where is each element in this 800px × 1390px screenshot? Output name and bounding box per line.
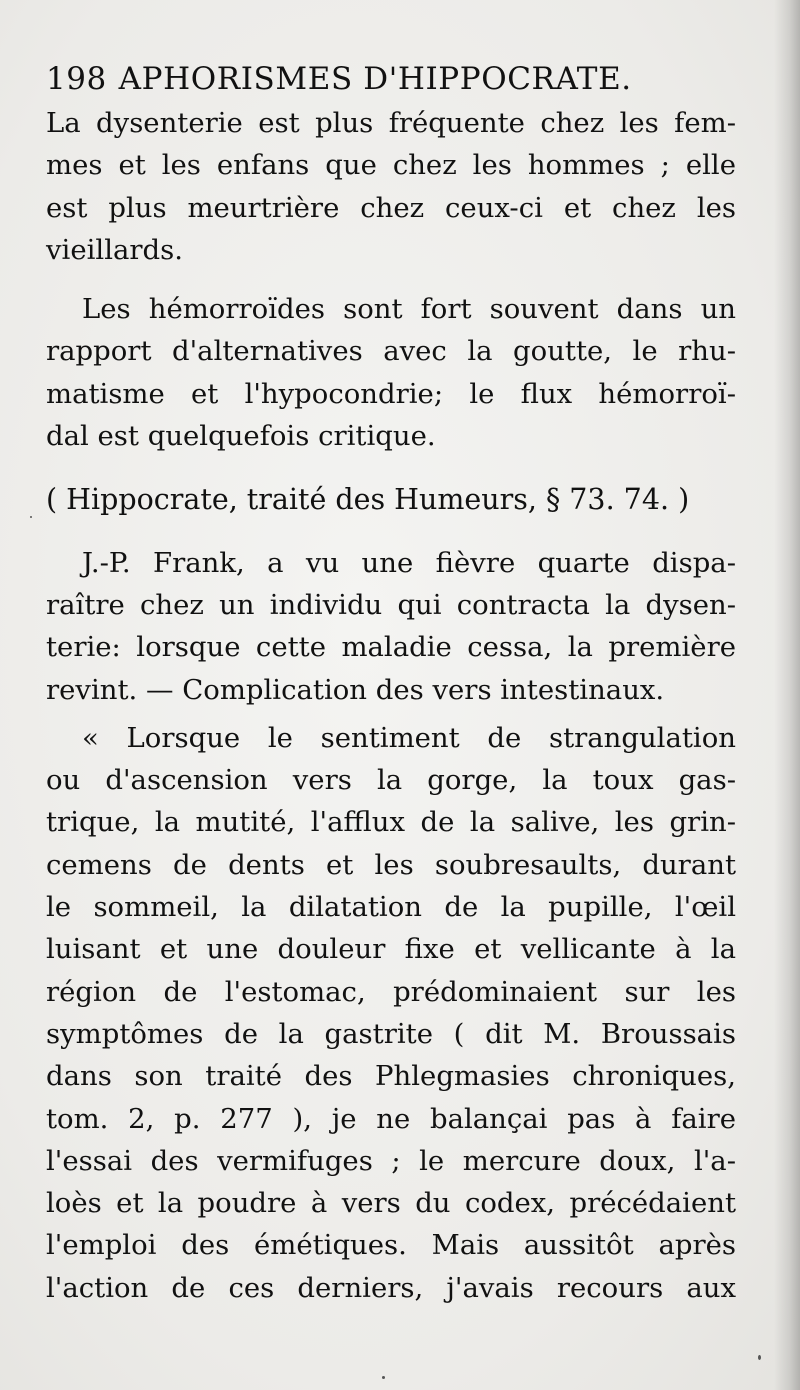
paragraph-hemorrhoids xyxy=(46,288,736,457)
running-head xyxy=(46,58,736,102)
text-line: raître chez un individu qui contracta la dysen- xyxy=(46,588,736,621)
ink-speck xyxy=(382,1376,385,1379)
paragraph-frank xyxy=(46,542,736,711)
page-number: 198 xyxy=(46,61,107,97)
text-line: dans son traité des Phlegmasies chroniques, xyxy=(46,1060,736,1093)
text-line: revint. — Complication des vers intestinaux. xyxy=(46,673,665,706)
text-line: dal est quelquefois critique. xyxy=(46,420,436,453)
text-line: l'action de ces derniers, j'avais recours aux xyxy=(46,1271,736,1304)
text-line: La dysenterie est plus fréquente chez les fem- xyxy=(46,107,736,139)
text-line: matisme et l'hypocondrie; le flux hémorroï- xyxy=(46,377,736,410)
text-line: rapport d'alternatives avec la goutte, le rhu- xyxy=(46,335,736,368)
ink-speck xyxy=(758,1355,761,1360)
text-line: l'essai des vermifuges ; le mercure doux, l'a- xyxy=(46,1144,736,1177)
text-line: le sommeil, la dilatation de la pupille, l'œil xyxy=(46,891,736,924)
text-line: est plus meurtrière chez ceux-ci et chez les xyxy=(46,191,736,224)
text-line: cemens de dents et les soubresaults, durant xyxy=(46,848,736,881)
text-line: région de l'estomac, prédominaient sur les xyxy=(46,975,736,1008)
text-line: ou d'ascension vers la gorge, la toux gas- xyxy=(46,764,736,797)
text-line: Les hémorroïdes sont fort souvent dans un xyxy=(82,293,736,326)
text-line: ( Hippocrate, traité des Humeurs, § 73. 74. ) xyxy=(46,483,690,517)
text-line: terie: lorsque cette maladie cessa, la première xyxy=(46,631,736,664)
text-line: tom. 2, p. 277 ), je ne balançai pas à faire xyxy=(46,1102,736,1135)
citation-hippocrate xyxy=(46,479,736,521)
text-line: symptômes de la gastrite ( dit M. Broussais xyxy=(46,1017,736,1050)
text-line: vieillards. xyxy=(46,233,183,266)
page-content xyxy=(46,58,736,1309)
text-line: mes et les enfans que chez les hommes ; elle xyxy=(46,149,736,182)
text-line: luisant et une douleur fixe et vellicante à la xyxy=(46,933,736,966)
page-edge-shadow xyxy=(774,0,800,1390)
ink-speck xyxy=(30,516,32,518)
text-line: loès et la poudre à vers du codex, précédaient xyxy=(46,1187,736,1220)
running-title: APHORISMES D'HIPPOCRATE. xyxy=(118,61,632,97)
paragraph-dysentery xyxy=(46,102,736,271)
text-line: trique, la mutité, l'afflux de la salive, les grin- xyxy=(46,806,736,839)
text-line: J.-P. Frank, a vu une fièvre quarte dispa- xyxy=(82,546,736,579)
text-line: « Lorsque le sentiment de strangulation xyxy=(82,721,736,754)
paragraph-broussais-quote xyxy=(46,717,736,1309)
text-line: l'emploi des émétiques. Mais aussitôt après xyxy=(46,1229,736,1262)
